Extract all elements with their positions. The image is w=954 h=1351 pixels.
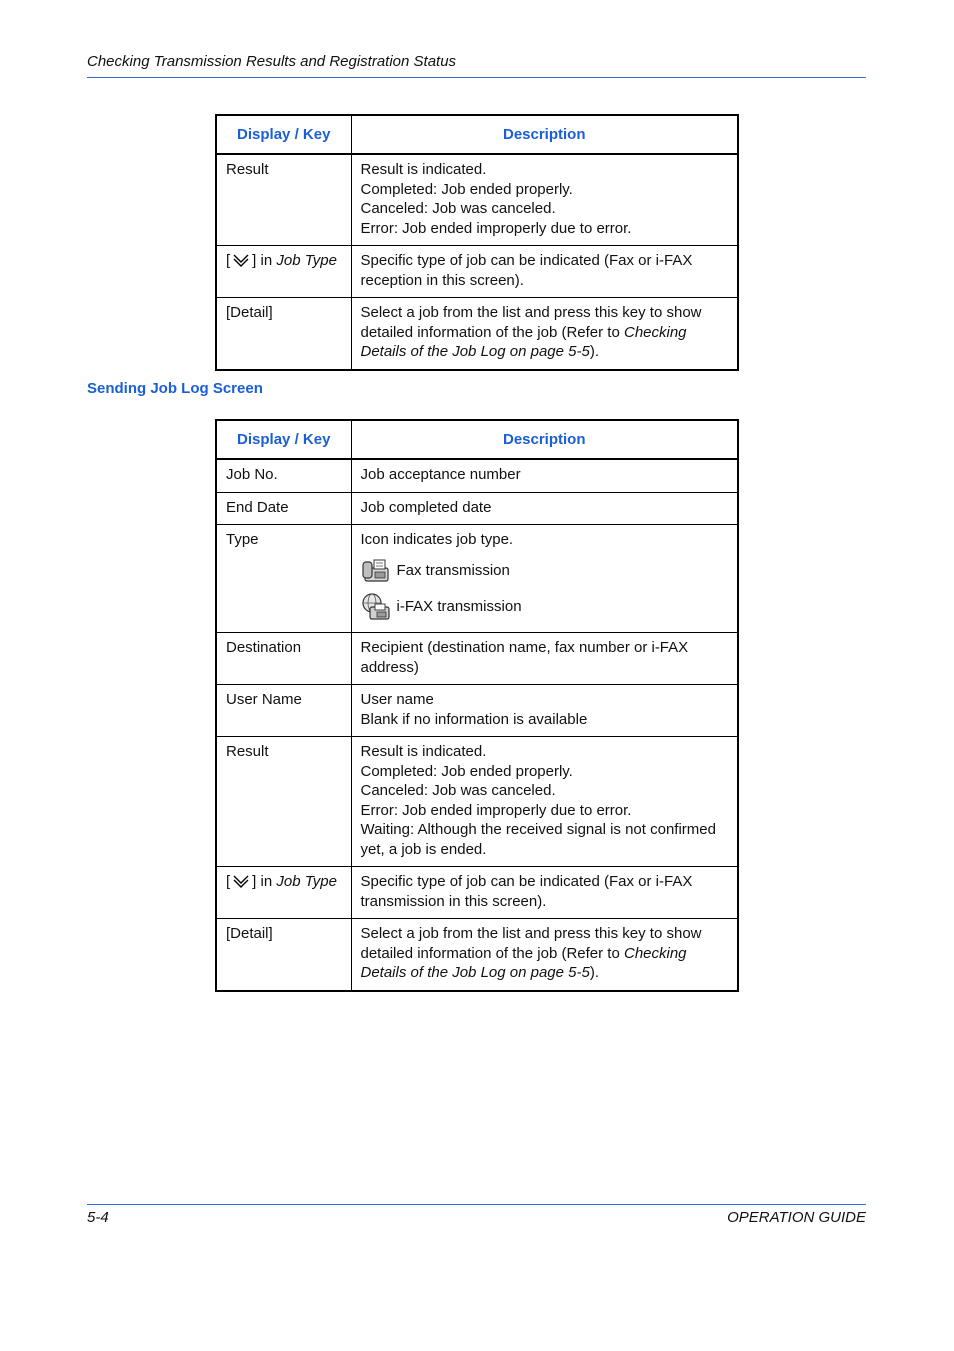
running-footer bbox=[87, 1204, 866, 1226]
description-text: Select a job from the list and press this key to show detailed information of the job (Refer to bbox=[360, 925, 702, 962]
row-description bbox=[351, 737, 738, 867]
table-row bbox=[216, 867, 738, 919]
description-line: Result is indicated. bbox=[360, 743, 487, 760]
guide-title: OPERATION GUIDE bbox=[727, 1209, 866, 1226]
ifax-globe-icon bbox=[361, 592, 391, 622]
cross-reference: Checking Details of the Job Log on page 5-5 bbox=[360, 323, 687, 360]
row-key bbox=[216, 246, 351, 298]
result-table bbox=[215, 114, 739, 371]
description-line: Canceled: Job was canceled. bbox=[360, 200, 556, 217]
row-key: [Detail] bbox=[216, 919, 351, 991]
table-row bbox=[216, 298, 738, 370]
chevron-down-icon bbox=[230, 874, 252, 888]
description-text: ). bbox=[589, 343, 600, 360]
row-description: Recipient (destination name, fax number or i-FAX address) bbox=[351, 633, 738, 685]
row-description bbox=[351, 525, 738, 633]
row-description bbox=[351, 246, 738, 298]
description-line: Waiting: Although the received signal is not confirmed yet, a job is ended. bbox=[360, 821, 716, 858]
column-header-description: Description bbox=[351, 420, 738, 459]
description-line: Completed: Job ended properly. bbox=[360, 762, 573, 780]
description-line: Completed: Job ended properly. bbox=[360, 180, 573, 198]
row-description bbox=[351, 685, 738, 737]
row-description bbox=[351, 154, 738, 246]
description-text: Select a job from the list and press this key to show detailed information of the job (Refer to bbox=[360, 304, 702, 341]
icon-label: i-FAX transmission bbox=[396, 597, 522, 615]
row-key: Result bbox=[216, 737, 351, 867]
page-number: 5-4 bbox=[87, 1209, 109, 1226]
job-type-label: Job Type bbox=[276, 252, 337, 269]
row-key: End Date bbox=[216, 492, 351, 525]
table-row bbox=[216, 525, 738, 633]
row-description bbox=[351, 298, 738, 370]
description-line: Blank if no information is available bbox=[360, 710, 588, 728]
fax-machine-icon bbox=[361, 556, 391, 586]
bracket-open: [ bbox=[226, 873, 231, 890]
table-row bbox=[216, 685, 738, 737]
table-row bbox=[216, 737, 738, 867]
row-description: Job completed date bbox=[351, 492, 738, 525]
chevron-down-icon bbox=[230, 253, 252, 267]
cross-reference: Checking Details of the Job Log on page 5-5 bbox=[360, 944, 687, 981]
job-type-label: Job Type bbox=[276, 873, 337, 890]
description-line: User name bbox=[360, 691, 434, 708]
table-row bbox=[216, 919, 738, 991]
description-line: Error: Job ended improperly due to error. bbox=[360, 801, 632, 819]
key-in-text: ] in bbox=[252, 252, 277, 269]
table-row bbox=[216, 633, 738, 685]
row-description bbox=[351, 919, 738, 991]
row-key: Result bbox=[216, 154, 351, 246]
description-line: Icon indicates job type. bbox=[360, 531, 514, 548]
table-row bbox=[216, 459, 738, 492]
description-line: Canceled: Job was canceled. bbox=[360, 782, 556, 799]
column-header-description: Description bbox=[351, 115, 738, 154]
row-key: Type bbox=[216, 525, 351, 633]
row-description: Job acceptance number bbox=[351, 459, 738, 492]
bracket-open: [ bbox=[226, 252, 231, 269]
row-key: Job No. bbox=[216, 459, 351, 492]
running-header-title: Checking Transmission Results and Registration Status bbox=[87, 53, 457, 70]
table-row bbox=[216, 154, 738, 246]
icon-label: Fax transmission bbox=[396, 561, 510, 579]
description-line: Specific type of job can be indicated (Fax or i-FAX reception in this screen). bbox=[360, 252, 693, 289]
fax-transmission-item bbox=[361, 556, 729, 586]
table-row bbox=[216, 246, 738, 298]
table-row bbox=[216, 492, 738, 525]
description-text: ). bbox=[589, 964, 600, 981]
sending-job-log-table bbox=[215, 419, 739, 992]
row-key bbox=[216, 867, 351, 919]
ifax-transmission-item bbox=[361, 592, 729, 622]
column-header-display-key: Display / Key bbox=[216, 115, 351, 154]
running-header bbox=[87, 52, 866, 78]
row-key: [Detail] bbox=[216, 298, 351, 370]
row-description: Specific type of job can be indicated (Fax or i-FAX transmission in this screen). bbox=[351, 867, 738, 919]
key-in-text: ] in bbox=[252, 873, 277, 890]
row-key: Destination bbox=[216, 633, 351, 685]
section-title: Sending Job Log Screen bbox=[87, 380, 263, 397]
description-line: Result is indicated. bbox=[360, 161, 487, 178]
row-key: User Name bbox=[216, 685, 351, 737]
table-header-row bbox=[216, 115, 738, 154]
description-line: Error: Job ended improperly due to error. bbox=[360, 219, 632, 237]
column-header-display-key: Display / Key bbox=[216, 420, 351, 459]
table-header-row bbox=[216, 420, 738, 459]
